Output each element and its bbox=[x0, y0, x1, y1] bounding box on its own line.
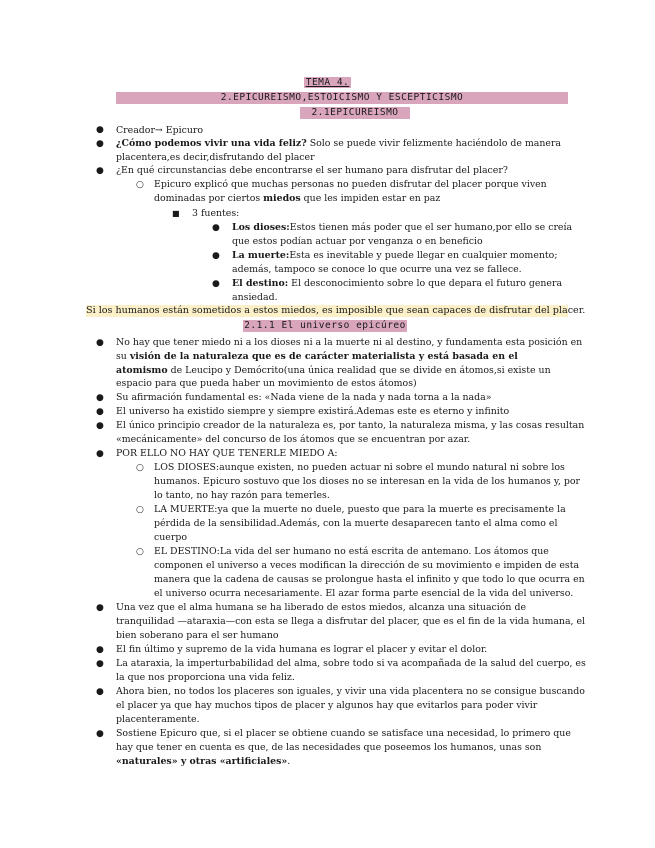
bullet-icon: ● bbox=[96, 603, 104, 613]
question-feliz: ¿Cómo podemos vivir una vida feliz? Solo se puede vivir felizmente haciéndolo de manera bbox=[116, 138, 562, 149]
p-placeres-line3: placenteramente. bbox=[116, 714, 200, 725]
p-necesidades-line3: «naturales» y otras «artificiales». bbox=[116, 756, 291, 767]
fuente-dioses-cont: que estos podían actuar por venganza o en beneficio bbox=[232, 236, 483, 247]
bullet-icon: ● bbox=[96, 421, 104, 431]
tema-heading: TEMA 4. bbox=[305, 77, 350, 88]
p-placeres-line2: el placer ya que hay muchos tipos de placer y algunos hay que evitarlos para poder vivir bbox=[116, 700, 538, 711]
bullet-icon: ● bbox=[96, 659, 104, 669]
circle-bullet-icon: ○ bbox=[136, 463, 144, 473]
p-imperturbabilidad-line1: La ataraxia, la imperturbabilidad del alma, sobre todo si va acompañada de la salud del cuerpo, es bbox=[116, 658, 586, 669]
bullet-icon: ● bbox=[96, 338, 104, 348]
s-muerte-line1: LA MUERTE:ya que la muerte no duele, puesto que para la muerte es precisamente la bbox=[154, 504, 566, 515]
bullet-icon: ● bbox=[96, 393, 104, 403]
p-vision-line2: su visión de la naturaleza que es de carácter materialista y está basada en el bbox=[116, 351, 518, 362]
p-principio-line2: «mecánicamente» del concurso de los átomos que se encuentran por azar. bbox=[116, 434, 471, 445]
highlight-sentence: Si los humanos están sometidos a estos miedos, es imposible que sean capaces de disfrutar del placer. bbox=[86, 305, 586, 316]
bullet-icon: ● bbox=[212, 279, 220, 289]
s-muerte-line2: pérdida de la sensibilidad.Además, con la muerte desaparecen tanto el alma como el bbox=[154, 518, 558, 529]
bullet-icon: ● bbox=[96, 407, 104, 417]
bullet-icon: ● bbox=[212, 251, 220, 261]
fuente-dioses: Los dioses:Estos tienen más poder que el ser humano,por ello se creía bbox=[232, 222, 573, 233]
bullet-icon: ● bbox=[96, 166, 104, 176]
bullet-icon: ● bbox=[96, 125, 104, 135]
circle-bullet-icon: ○ bbox=[136, 180, 144, 190]
question-feliz-cont: placentera,es decir,disfrutando del placer bbox=[116, 152, 315, 163]
p-placeres-line1: Ahora bien, no todos los placeres son iguales, y vivir una vida placentera no se consigue buscando bbox=[116, 686, 585, 697]
fuente-destino-cont: ansiedad. bbox=[232, 292, 278, 303]
s-destino-line1: EL DESTINO:La vida del ser humano no está escrita de antemano. Los átomos que bbox=[154, 546, 549, 557]
s-dioses-line3: lo tanto, no hay razón para temerles. bbox=[154, 490, 330, 501]
fuente-destino: El destino: El desconocimiento sobre lo que depara el futuro genera bbox=[232, 278, 563, 289]
s-dioses-line1: LOS DIOSES:aunque existen, no pueden actuar ni sobre el mundo natural ni sobre los bbox=[154, 462, 565, 473]
fuentes-line: 3 fuentes: bbox=[192, 208, 240, 219]
p-principio-line1: El único principio creador de la naturaleza es, por tanto, la naturaleza misma, y las cosas resultan bbox=[116, 420, 585, 431]
p-ataraxia-line1: Una vez que el alma humana se ha liberado de estos miedos, alcanza una situación de bbox=[116, 602, 526, 613]
p-necesidades-line2: hay que tener en cuenta es que, de las necesidades que poseemos los humanos, unas son bbox=[116, 742, 542, 753]
explicacion-line1: Epicuro explicó que muchas personas no pueden disfrutar del placer porque viven bbox=[154, 179, 547, 190]
p-por-ello: POR ELLO NO HAY QUE TENERLE MIEDO A: bbox=[116, 448, 338, 459]
circle-bullet-icon: ○ bbox=[136, 547, 144, 557]
s-destino-line4: el universo ocurra necesariamente. El azar forma parte esencial de la vida del universo. bbox=[154, 588, 574, 599]
p-fin-ultimo: El fin último y supremo de la vida humana es lograr el placer y evitar el dolor. bbox=[116, 644, 488, 655]
fuente-muerte: La muerte:Esta es inevitable y puede llegar en cualquier momento; bbox=[232, 250, 558, 261]
s-muerte-line3: cuerpo bbox=[154, 532, 187, 543]
bullet-icon: ● bbox=[96, 645, 104, 655]
creador-line: Creador→ Epicuro bbox=[116, 125, 204, 136]
p-vision-line4: espacio para que pueda haber un movimiento de estos átomos) bbox=[116, 378, 417, 389]
p-ataraxia-line3: bien soberano para el ser humano bbox=[116, 630, 279, 641]
bullet-icon: ● bbox=[96, 729, 104, 739]
fuente-muerte-cont: además, tampoco se conoce lo que ocurre una vez se fallece. bbox=[232, 264, 522, 275]
chapter-title: 2.EPICUREISMO,ESTOICISMO Y ESCEPTICISMO bbox=[116, 92, 568, 104]
subsection-heading: 2.1.1 El universo epicúreo bbox=[244, 320, 406, 331]
square-bullet-icon: ■ bbox=[172, 209, 180, 218]
p-vision-line3: atomismo de Leucipo y Demócrito(una única realidad que se divide en átomos,si existe un bbox=[116, 365, 551, 376]
p-necesidades-line1: Sostiene Epicuro que, si el placer se obtiene cuando se satisface una necesidad, lo primero que bbox=[116, 728, 571, 739]
bullet-icon: ● bbox=[96, 687, 104, 697]
p-imperturbabilidad-line2: la que nos proporciona una vida feliz. bbox=[116, 672, 295, 683]
bullet-icon: ● bbox=[212, 223, 220, 233]
s-destino-line3: manera que la cadena de causas se prolongue hasta el infinito y que todo lo que ocurra en bbox=[154, 574, 585, 585]
question-circunstancias: ¿En qué circunstancias debe encontrarse el ser humano para disfrutar del placer? bbox=[116, 165, 508, 176]
bullet-icon: ● bbox=[96, 449, 104, 459]
s-destino-line2: componen el universo a veces modifican la dirección de su movimiento e impiden de esta bbox=[154, 560, 580, 571]
bullet-icon: ● bbox=[96, 139, 104, 149]
p-afirmacion: Su afirmación fundamental es: «Nada viene de la nada y nada torna a la nada» bbox=[116, 392, 492, 403]
p-ataraxia-line2: tranquilidad —ataraxia—con esta se llega a disfrutar del placer, que es el fin de la vida humana, el bbox=[116, 616, 586, 627]
p-vision-line1: No hay que tener miedo ni a los dioses ni a la muerte ni al destino, y fundamenta esta posición en bbox=[116, 337, 583, 348]
p-universo: El universo ha existido siempre y siempre existirá.Ademas este es eterno y infinito bbox=[116, 406, 510, 417]
section-heading: 2.1EPICUREISMO bbox=[300, 107, 410, 119]
explicacion-line2: dominadas por ciertos miedos que les impiden estar en paz bbox=[154, 193, 441, 204]
circle-bullet-icon: ○ bbox=[136, 505, 144, 515]
s-dioses-line2: humanos. Epicuro sostuvo que los dioses no se interesan en la vida de los humanos y, por bbox=[154, 476, 580, 487]
